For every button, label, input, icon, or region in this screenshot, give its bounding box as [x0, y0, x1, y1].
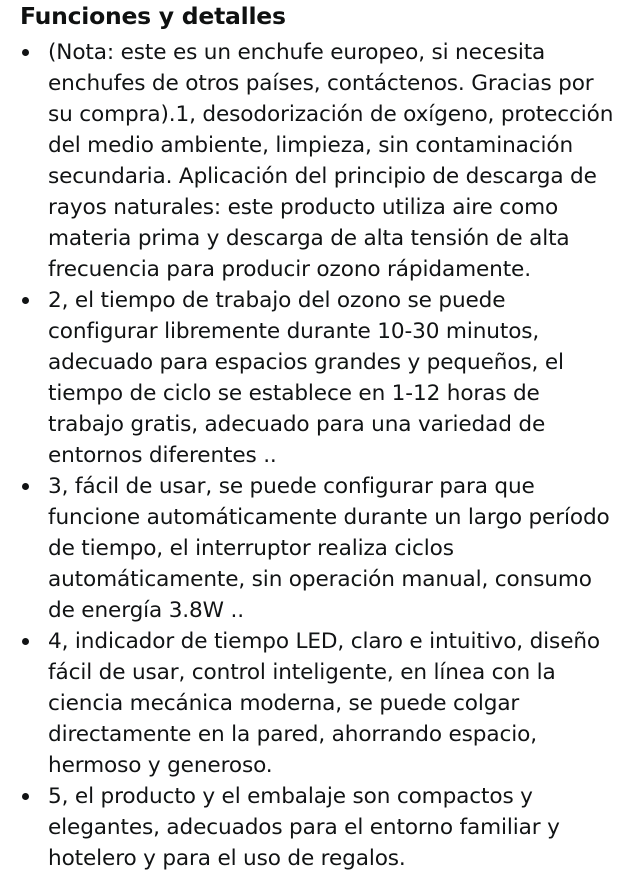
list-item-text: 4, indicador de tiempo LED, claro e intuitivo, diseño fácil de usar, control inteligente, en línea con la ciencia mecánica moderna, se puede colgar directamente en la pared, ahorrando espacio, hermoso y generoso.: [48, 629, 601, 778]
bullet-icon: [22, 638, 29, 645]
list-item: [0, 781, 640, 874]
list-item-text: (Nota: este es un enchufe europeo, si necesita enchufes de otros países, contáctenos. Gracias por su compra).1, desodorización de oxígeno, protección del medio ambiente, limpieza, sin contaminación secundaria. Aplicación del principio de descarga de rayos naturales: este producto utiliza aire como materia prima y descarga de alta tensión de alta frecuencia para producir ozono rápidamente.: [48, 40, 614, 282]
feature-list: [0, 37, 640, 874]
list-item-text: 3, fácil de usar, se puede configurar para que funcione automáticamente durante un largo período de tiempo, el interruptor realiza ciclos automáticamente, sin operación manual, consumo de energía 3.8W ..: [48, 474, 610, 623]
list-item: [0, 285, 640, 471]
list-item-text: 5, el producto y el embalaje son compactos y elegantes, adecuados para el entorno familiar y hotelero y para el uso de regalos.: [48, 784, 560, 871]
list-item-text: 2, el tiempo de trabajo del ozono se puede configurar libremente durante 10-30 minutos, adecuado para espacios grandes y pequeños, el tiempo de ciclo se establece en 1-12 horas de trabajo gratis, adecuado para una variedad de entornos diferentes ..: [48, 288, 564, 468]
bullet-icon: [22, 483, 29, 490]
bullet-icon: [22, 297, 29, 304]
list-item: [0, 471, 640, 626]
bullet-icon: [22, 49, 29, 56]
list-item: [0, 626, 640, 781]
list-item: [0, 37, 640, 285]
page-title: Funciones y detalles: [20, 2, 286, 30]
bullet-icon: [22, 793, 29, 800]
